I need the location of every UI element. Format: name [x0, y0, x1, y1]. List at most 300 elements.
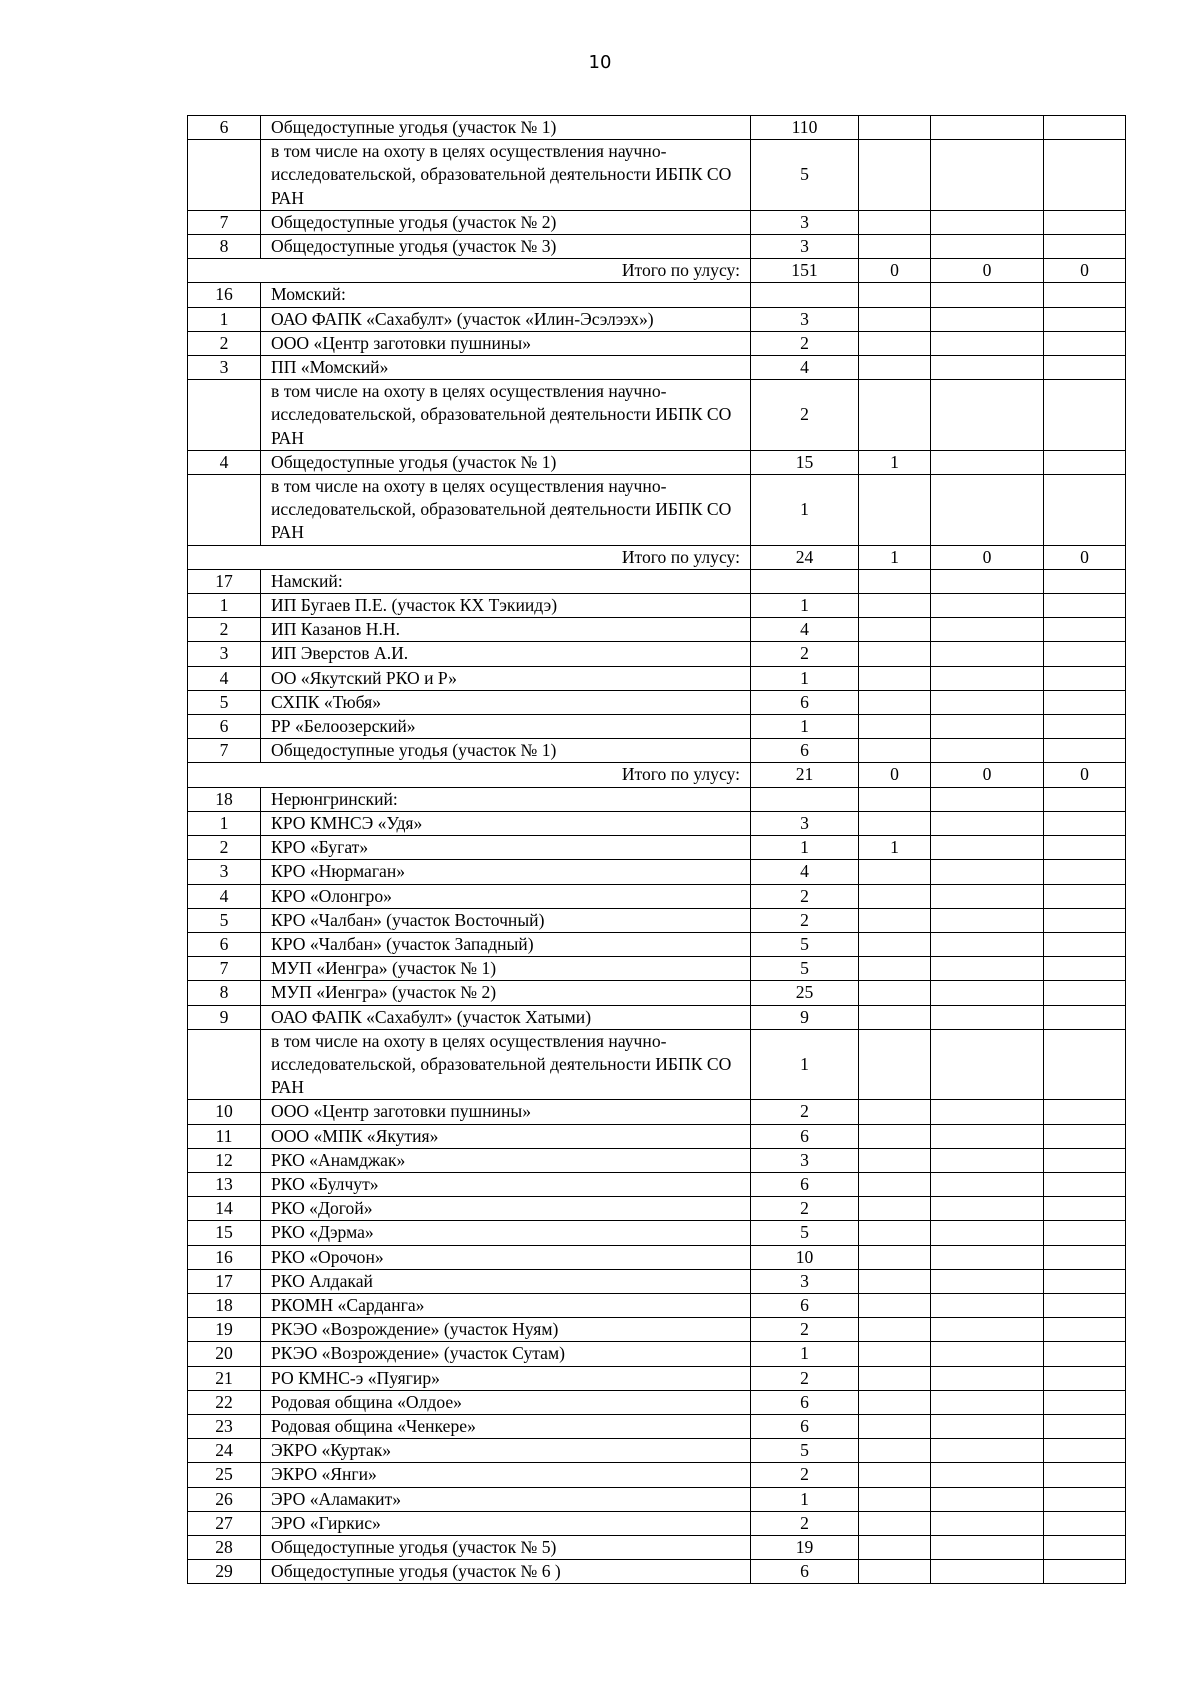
row-number: 3: [188, 356, 261, 380]
table-row: [188, 1197, 1126, 1221]
value-col-1: 1: [751, 1029, 859, 1100]
row-name: Момский:: [261, 283, 751, 307]
row-number: 8: [188, 981, 261, 1005]
row-name: КРО КМНСЭ «Удя»: [261, 811, 751, 835]
row-name: МУП «Иенгра» (участок № 2): [261, 981, 751, 1005]
value-col-4: [1044, 642, 1126, 666]
value-col-4: [1044, 1221, 1126, 1245]
value-col-3: [931, 1366, 1044, 1390]
value-col-2: [859, 908, 931, 932]
row-name: ОАО ФАПК «Сахабулт» (участок Хатыми): [261, 1005, 751, 1029]
value-col-1: 3: [751, 811, 859, 835]
value-col-2: [859, 1463, 931, 1487]
value-col-1: 4: [751, 618, 859, 642]
value-col-1: 6: [751, 739, 859, 763]
row-name: СХПК «Тюбя»: [261, 690, 751, 714]
row-name: ПП «Момский»: [261, 356, 751, 380]
row-name: ООО «Центр заготовки пушнины»: [261, 331, 751, 355]
row-name: Общедоступные угодья (участок № 3): [261, 235, 751, 259]
value-col-4: 0: [1044, 545, 1126, 569]
row-name: ООО «Центр заготовки пушнины»: [261, 1100, 751, 1124]
value-col-2: [859, 715, 931, 739]
table-row: [188, 1366, 1126, 1390]
table-row: [188, 594, 1126, 618]
value-col-3: [931, 1245, 1044, 1269]
value-col-2: [859, 739, 931, 763]
table-row: [188, 307, 1126, 331]
table-row: [188, 981, 1126, 1005]
value-col-3: [931, 642, 1044, 666]
row-number: 17: [188, 1269, 261, 1293]
value-col-4: [1044, 690, 1126, 714]
value-col-2: [859, 235, 931, 259]
value-col-4: [1044, 331, 1126, 355]
value-col-4: [1044, 235, 1126, 259]
value-col-3: [931, 1463, 1044, 1487]
row-name: Общедоступные угодья (участок № 6 ): [261, 1560, 751, 1584]
table-row: [188, 1535, 1126, 1559]
row-number: 18: [188, 1293, 261, 1317]
value-col-1: 1: [751, 475, 859, 546]
value-col-4: [1044, 1245, 1126, 1269]
value-col-3: [931, 1293, 1044, 1317]
table-row: [188, 1560, 1126, 1584]
value-col-4: [1044, 1511, 1126, 1535]
value-col-4: [1044, 1100, 1126, 1124]
value-col-1: 2: [751, 331, 859, 355]
value-col-3: [931, 475, 1044, 546]
table-row: [188, 1100, 1126, 1124]
row-number: 7: [188, 739, 261, 763]
table-row: [188, 811, 1126, 835]
value-col-3: [931, 1439, 1044, 1463]
value-col-4: [1044, 1463, 1126, 1487]
value-col-2: [859, 1005, 931, 1029]
table-row: [188, 1318, 1126, 1342]
value-col-4: [1044, 210, 1126, 234]
value-col-1: 1: [751, 594, 859, 618]
row-name: Общедоступные угодья (участок № 1): [261, 739, 751, 763]
row-number: 18: [188, 787, 261, 811]
table-row: [188, 1463, 1126, 1487]
value-col-2: [859, 860, 931, 884]
value-col-2: 1: [859, 450, 931, 474]
row-number: 21: [188, 1366, 261, 1390]
value-col-4: [1044, 860, 1126, 884]
row-number: [188, 380, 261, 451]
value-col-1: 6: [751, 1414, 859, 1438]
row-name: Общедоступные угодья (участок № 1): [261, 116, 751, 140]
value-col-1: 2: [751, 1366, 859, 1390]
value-col-4: [1044, 1269, 1126, 1293]
row-number: 5: [188, 908, 261, 932]
value-col-4: [1044, 307, 1126, 331]
value-col-4: [1044, 356, 1126, 380]
table-row: [188, 450, 1126, 474]
value-col-2: [859, 1535, 931, 1559]
value-col-1: [751, 787, 859, 811]
row-name: РКО «Анамджак»: [261, 1148, 751, 1172]
value-col-3: [931, 283, 1044, 307]
value-col-3: [931, 1414, 1044, 1438]
total-row: [188, 545, 1126, 569]
table-row: [188, 1124, 1126, 1148]
value-col-4: [1044, 1124, 1126, 1148]
value-col-1: 5: [751, 932, 859, 956]
value-col-2: [859, 811, 931, 835]
row-name: в том числе на охоту в целях осуществления научно-исследовательской, образовательной деятельности ИБПК СО РАН: [261, 475, 751, 546]
row-number: 6: [188, 932, 261, 956]
value-col-4: [1044, 1029, 1126, 1100]
value-col-1: 6: [751, 1390, 859, 1414]
value-col-3: 0: [931, 259, 1044, 283]
value-col-2: 0: [859, 763, 931, 787]
value-col-4: [1044, 1560, 1126, 1584]
row-number: 29: [188, 1560, 261, 1584]
row-number: [188, 475, 261, 546]
row-name: Общедоступные угодья (участок № 5): [261, 1535, 751, 1559]
table-row: [188, 618, 1126, 642]
table-row: [188, 787, 1126, 811]
table-row: [188, 739, 1126, 763]
value-col-3: [931, 1172, 1044, 1196]
value-col-4: [1044, 450, 1126, 474]
value-col-1: 25: [751, 981, 859, 1005]
row-name: Общедоступные угодья (участок № 2): [261, 210, 751, 234]
row-name: ИП Казанов Н.Н.: [261, 618, 751, 642]
row-number: 27: [188, 1511, 261, 1535]
row-name: РР «Белоозерский»: [261, 715, 751, 739]
row-number: 1: [188, 594, 261, 618]
row-number: 12: [188, 1148, 261, 1172]
value-col-1: [751, 283, 859, 307]
value-col-4: [1044, 1172, 1126, 1196]
row-name: в том числе на охоту в целях осуществления научно-исследовательской, образовательной деятельности ИБПК СО РАН: [261, 1029, 751, 1100]
row-name: РКЭО «Возрождение» (участок Сутам): [261, 1342, 751, 1366]
value-col-2: [859, 642, 931, 666]
row-name: ООО «МПК «Якутия»: [261, 1124, 751, 1148]
row-name: Родовая община «Ченкере»: [261, 1414, 751, 1438]
value-col-1: 2: [751, 1463, 859, 1487]
row-number: 3: [188, 642, 261, 666]
row-name: КРО «Чалбан» (участок Восточный): [261, 908, 751, 932]
value-col-2: [859, 1100, 931, 1124]
row-number: 16: [188, 283, 261, 307]
value-col-2: [859, 356, 931, 380]
value-col-4: [1044, 715, 1126, 739]
value-col-3: [931, 1390, 1044, 1414]
value-col-3: [931, 210, 1044, 234]
table-row: [188, 283, 1126, 307]
value-col-2: [859, 787, 931, 811]
value-col-2: [859, 380, 931, 451]
value-col-1: 3: [751, 1269, 859, 1293]
value-col-3: [931, 1535, 1044, 1559]
table-row: [188, 1487, 1126, 1511]
hunting-quota-table: [187, 115, 1126, 1584]
row-name: ЭРО «Гиркис»: [261, 1511, 751, 1535]
value-col-1: 2: [751, 642, 859, 666]
value-col-4: 0: [1044, 259, 1126, 283]
table-row: [188, 884, 1126, 908]
value-col-3: [931, 1511, 1044, 1535]
table-row: [188, 715, 1126, 739]
value-col-3: [931, 787, 1044, 811]
row-number: 15: [188, 1221, 261, 1245]
value-col-3: [931, 1269, 1044, 1293]
value-col-2: [859, 1245, 931, 1269]
value-col-3: [931, 690, 1044, 714]
value-col-2: [859, 1172, 931, 1196]
row-number: 10: [188, 1100, 261, 1124]
value-col-3: [931, 380, 1044, 451]
row-name: ЭКРО «Куртак»: [261, 1439, 751, 1463]
row-name: РКЭО «Возрождение» (участок Нуям): [261, 1318, 751, 1342]
value-col-4: [1044, 1487, 1126, 1511]
value-col-2: [859, 307, 931, 331]
table-row: [188, 1221, 1126, 1245]
table-row: [188, 1148, 1126, 1172]
total-row: [188, 259, 1126, 283]
table-row: [188, 666, 1126, 690]
value-col-2: [859, 283, 931, 307]
row-name: ЭРО «Аламакит»: [261, 1487, 751, 1511]
value-col-2: [859, 1029, 931, 1100]
value-col-4: [1044, 1342, 1126, 1366]
value-col-2: [859, 884, 931, 908]
value-col-2: 0: [859, 259, 931, 283]
row-name: ИП Эверстов А.И.: [261, 642, 751, 666]
value-col-4: [1044, 1390, 1126, 1414]
table-row: [188, 690, 1126, 714]
value-col-3: [931, 1029, 1044, 1100]
value-col-1: 2: [751, 1100, 859, 1124]
value-col-1: 6: [751, 1124, 859, 1148]
value-col-4: [1044, 569, 1126, 593]
value-col-3: [931, 860, 1044, 884]
row-number: 1: [188, 811, 261, 835]
table-row: [188, 1293, 1126, 1317]
value-col-2: [859, 1439, 931, 1463]
value-col-2: [859, 1487, 931, 1511]
row-number: 4: [188, 666, 261, 690]
value-col-3: [931, 715, 1044, 739]
table-row: [188, 1172, 1126, 1196]
value-col-1: 3: [751, 210, 859, 234]
value-col-2: [859, 594, 931, 618]
value-col-2: [859, 1342, 931, 1366]
row-number: 7: [188, 210, 261, 234]
value-col-2: [859, 618, 931, 642]
total-label: Итого по улусу:: [188, 763, 751, 787]
row-name: ОАО ФАПК «Сахабулт» (участок «Илин-Эсэлээх»): [261, 307, 751, 331]
value-col-1: 1: [751, 1487, 859, 1511]
table-body: [188, 116, 1126, 1584]
total-label: Итого по улусу:: [188, 259, 751, 283]
table-row: [188, 1269, 1126, 1293]
value-col-4: [1044, 140, 1126, 211]
value-col-1: 2: [751, 380, 859, 451]
value-col-3: [931, 1560, 1044, 1584]
table-row: [188, 1439, 1126, 1463]
value-col-3: [931, 957, 1044, 981]
value-col-1: 110: [751, 116, 859, 140]
table-row: [188, 1390, 1126, 1414]
value-col-1: 1: [751, 666, 859, 690]
value-col-1: 5: [751, 1439, 859, 1463]
value-col-4: [1044, 618, 1126, 642]
row-number: 26: [188, 1487, 261, 1511]
value-col-4: [1044, 1293, 1126, 1317]
value-col-3: [931, 836, 1044, 860]
value-col-1: 151: [751, 259, 859, 283]
value-col-1: 4: [751, 860, 859, 884]
value-col-1: 5: [751, 1221, 859, 1245]
value-col-3: [931, 331, 1044, 355]
value-col-1: 2: [751, 908, 859, 932]
value-col-2: [859, 1148, 931, 1172]
row-name: Нерюнгринский:: [261, 787, 751, 811]
row-name: ЭКРО «Янги»: [261, 1463, 751, 1487]
row-number: 19: [188, 1318, 261, 1342]
value-col-4: [1044, 116, 1126, 140]
value-col-3: [931, 1221, 1044, 1245]
value-col-3: [931, 811, 1044, 835]
row-name: МУП «Иенгра» (участок № 1): [261, 957, 751, 981]
value-col-4: [1044, 884, 1126, 908]
value-col-4: [1044, 380, 1126, 451]
value-col-2: [859, 116, 931, 140]
value-col-2: [859, 1511, 931, 1535]
value-col-3: [931, 981, 1044, 1005]
value-col-3: [931, 884, 1044, 908]
value-col-4: [1044, 1414, 1126, 1438]
row-name: КРО «Бугат»: [261, 836, 751, 860]
value-col-4: [1044, 594, 1126, 618]
row-number: 4: [188, 450, 261, 474]
value-col-4: [1044, 957, 1126, 981]
value-col-3: [931, 1100, 1044, 1124]
value-col-1: 6: [751, 1293, 859, 1317]
row-number: 3: [188, 860, 261, 884]
value-col-2: [859, 1293, 931, 1317]
value-col-4: [1044, 908, 1126, 932]
row-number: 13: [188, 1172, 261, 1196]
value-col-3: [931, 594, 1044, 618]
value-col-1: 6: [751, 690, 859, 714]
table-row: [188, 356, 1126, 380]
value-col-2: [859, 1197, 931, 1221]
value-col-2: [859, 1366, 931, 1390]
row-name: Намский:: [261, 569, 751, 593]
value-col-3: [931, 1342, 1044, 1366]
value-col-2: [859, 666, 931, 690]
table-row: [188, 235, 1126, 259]
table-row: [188, 957, 1126, 981]
value-col-1: 5: [751, 140, 859, 211]
value-col-2: [859, 140, 931, 211]
table-row: [188, 860, 1126, 884]
value-col-3: [931, 450, 1044, 474]
value-col-1: 1: [751, 715, 859, 739]
total-row: [188, 763, 1126, 787]
value-col-4: [1044, 836, 1126, 860]
row-name: ИП Бугаев П.Е. (участок КХ Тэкиидэ): [261, 594, 751, 618]
value-col-1: 3: [751, 307, 859, 331]
value-col-1: 6: [751, 1172, 859, 1196]
value-col-4: [1044, 1148, 1126, 1172]
value-col-3: [931, 1005, 1044, 1029]
value-col-3: [931, 1318, 1044, 1342]
row-number: 17: [188, 569, 261, 593]
row-number: 20: [188, 1342, 261, 1366]
value-col-2: [859, 1414, 931, 1438]
table-row: [188, 932, 1126, 956]
row-name: КРО «Нюрмаган»: [261, 860, 751, 884]
value-col-2: [859, 210, 931, 234]
table-row: [188, 1342, 1126, 1366]
value-col-1: 3: [751, 1148, 859, 1172]
row-name: РКОМН «Сарданга»: [261, 1293, 751, 1317]
value-col-3: [931, 618, 1044, 642]
value-col-3: [931, 908, 1044, 932]
value-col-1: 21: [751, 763, 859, 787]
value-col-2: [859, 981, 931, 1005]
table-row: [188, 1511, 1126, 1535]
value-col-4: [1044, 932, 1126, 956]
value-col-4: [1044, 739, 1126, 763]
value-col-3: [931, 1197, 1044, 1221]
row-name: Родовая община «Олдое»: [261, 1390, 751, 1414]
value-col-3: [931, 1124, 1044, 1148]
row-number: 11: [188, 1124, 261, 1148]
row-name: РКО «Булчут»: [261, 1172, 751, 1196]
table-row: [188, 210, 1126, 234]
value-col-3: [931, 307, 1044, 331]
value-col-4: [1044, 1535, 1126, 1559]
value-col-1: 2: [751, 1318, 859, 1342]
row-name: РКО «Догой»: [261, 1197, 751, 1221]
value-col-1: 6: [751, 1560, 859, 1584]
table-row: [188, 1245, 1126, 1269]
row-name: РКО Алдакай: [261, 1269, 751, 1293]
value-col-2: [859, 1390, 931, 1414]
value-col-2: [859, 1124, 931, 1148]
row-name: РО КМНС-э «Пуягир»: [261, 1366, 751, 1390]
row-name: КРО «Чалбан» (участок Западный): [261, 932, 751, 956]
value-col-4: [1044, 1439, 1126, 1463]
value-col-3: [931, 356, 1044, 380]
value-col-2: [859, 957, 931, 981]
row-name: в том числе на охоту в целях осуществления научно-исследовательской, образовательной деятельности ИБПК СО РАН: [261, 140, 751, 211]
row-number: 6: [188, 715, 261, 739]
value-col-1: [751, 569, 859, 593]
sub-row: [188, 1029, 1126, 1100]
table-row: [188, 908, 1126, 932]
value-col-4: [1044, 1197, 1126, 1221]
row-number: 28: [188, 1535, 261, 1559]
value-col-3: [931, 569, 1044, 593]
row-number: 4: [188, 884, 261, 908]
page-number: 10: [588, 52, 612, 73]
row-name: в том числе на охоту в целях осуществления научно-исследовательской, образовательной деятельности ИБПК СО РАН: [261, 380, 751, 451]
value-col-2: [859, 690, 931, 714]
value-col-3: [931, 1148, 1044, 1172]
value-col-1: 1: [751, 836, 859, 860]
value-col-3: 0: [931, 545, 1044, 569]
row-name: КРО «Олонгро»: [261, 884, 751, 908]
value-col-4: [1044, 475, 1126, 546]
